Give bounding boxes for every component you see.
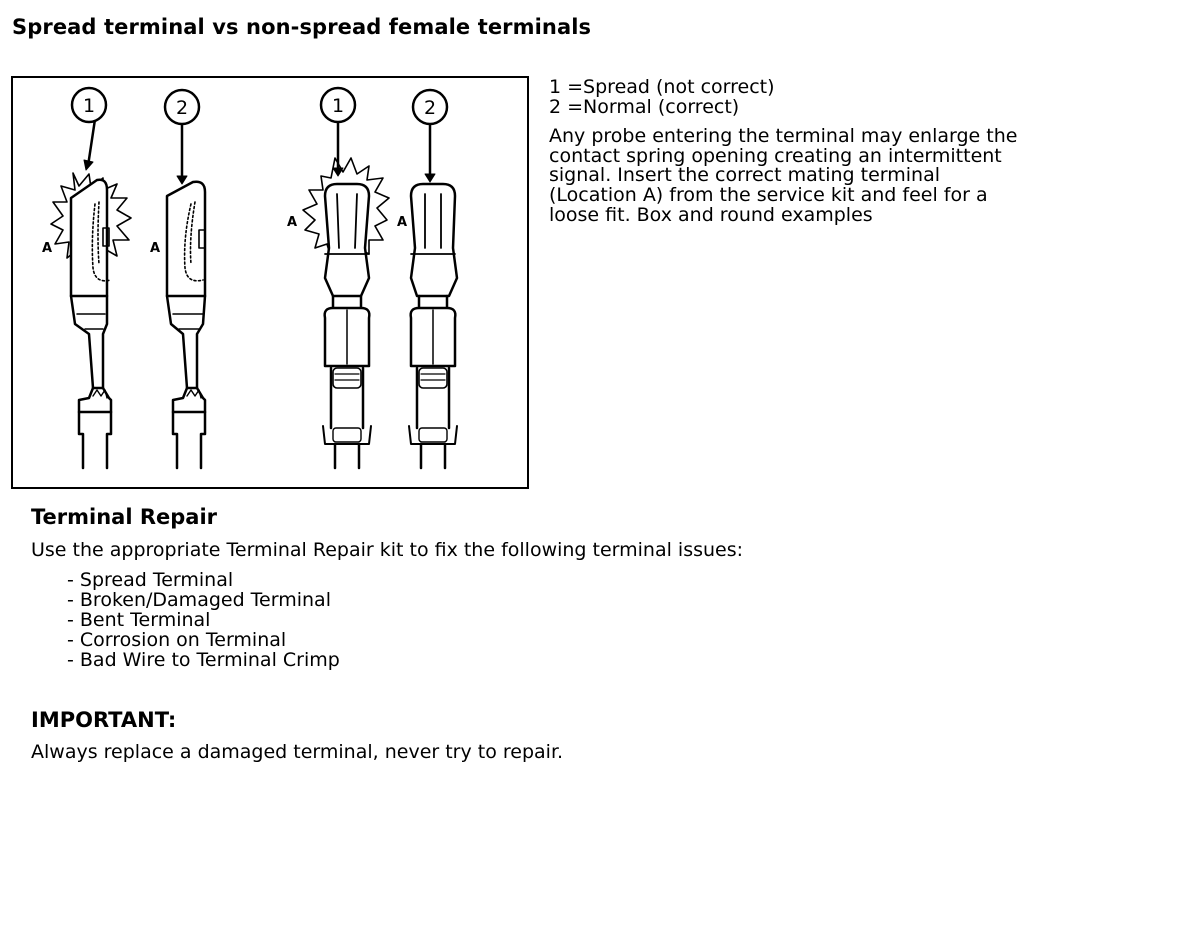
legend: [549, 77, 1019, 245]
round-terminal-normal: [409, 123, 457, 468]
list-item: - Bent Terminal: [67, 609, 211, 631]
terminal-issues-list: [67, 570, 340, 670]
callout-number: 2: [175, 97, 189, 119]
location-a-label: A: [287, 215, 298, 230]
legend-item-spread: 1 =Spread (not correct): [549, 76, 775, 98]
list-item: - Spread Terminal: [67, 569, 234, 591]
page-title: Spread terminal vs non-spread female terminals: [12, 15, 592, 39]
callout-number: 1: [82, 95, 96, 117]
important-text: Always replace a damaged terminal, never try to repair.: [31, 741, 564, 763]
legend-description: Any probe entering the terminal may enlarge the contact spring opening creating an intermittent signal. Insert the correct mating terminal (Location A) from the service kit and feel for a loose fit. Box and round examples: [549, 125, 1018, 226]
location-a-label: A: [397, 215, 408, 230]
terminal-repair-intro: Use the appropriate Terminal Repair kit to fix the following terminal issues:: [31, 539, 744, 561]
legend-item-normal: 2 =Normal (correct): [549, 96, 740, 118]
round-terminal-spread: [303, 106, 389, 468]
callout-number: 2: [423, 97, 437, 119]
list-item: - Corrosion on Terminal: [67, 629, 287, 651]
terminal-repair-heading: Terminal Repair: [31, 505, 218, 529]
important-heading: IMPORTANT:: [31, 708, 177, 732]
list-item: - Bad Wire to Terminal Crimp: [67, 649, 340, 671]
location-a-label: A: [42, 241, 53, 256]
box-terminal-spread: [51, 106, 131, 468]
location-a-label: A: [150, 241, 161, 256]
box-terminal-normal: [167, 121, 205, 468]
callout-number: 1: [331, 95, 345, 117]
list-item: - Broken/Damaged Terminal: [67, 589, 331, 611]
terminal-illustration: [11, 76, 529, 489]
